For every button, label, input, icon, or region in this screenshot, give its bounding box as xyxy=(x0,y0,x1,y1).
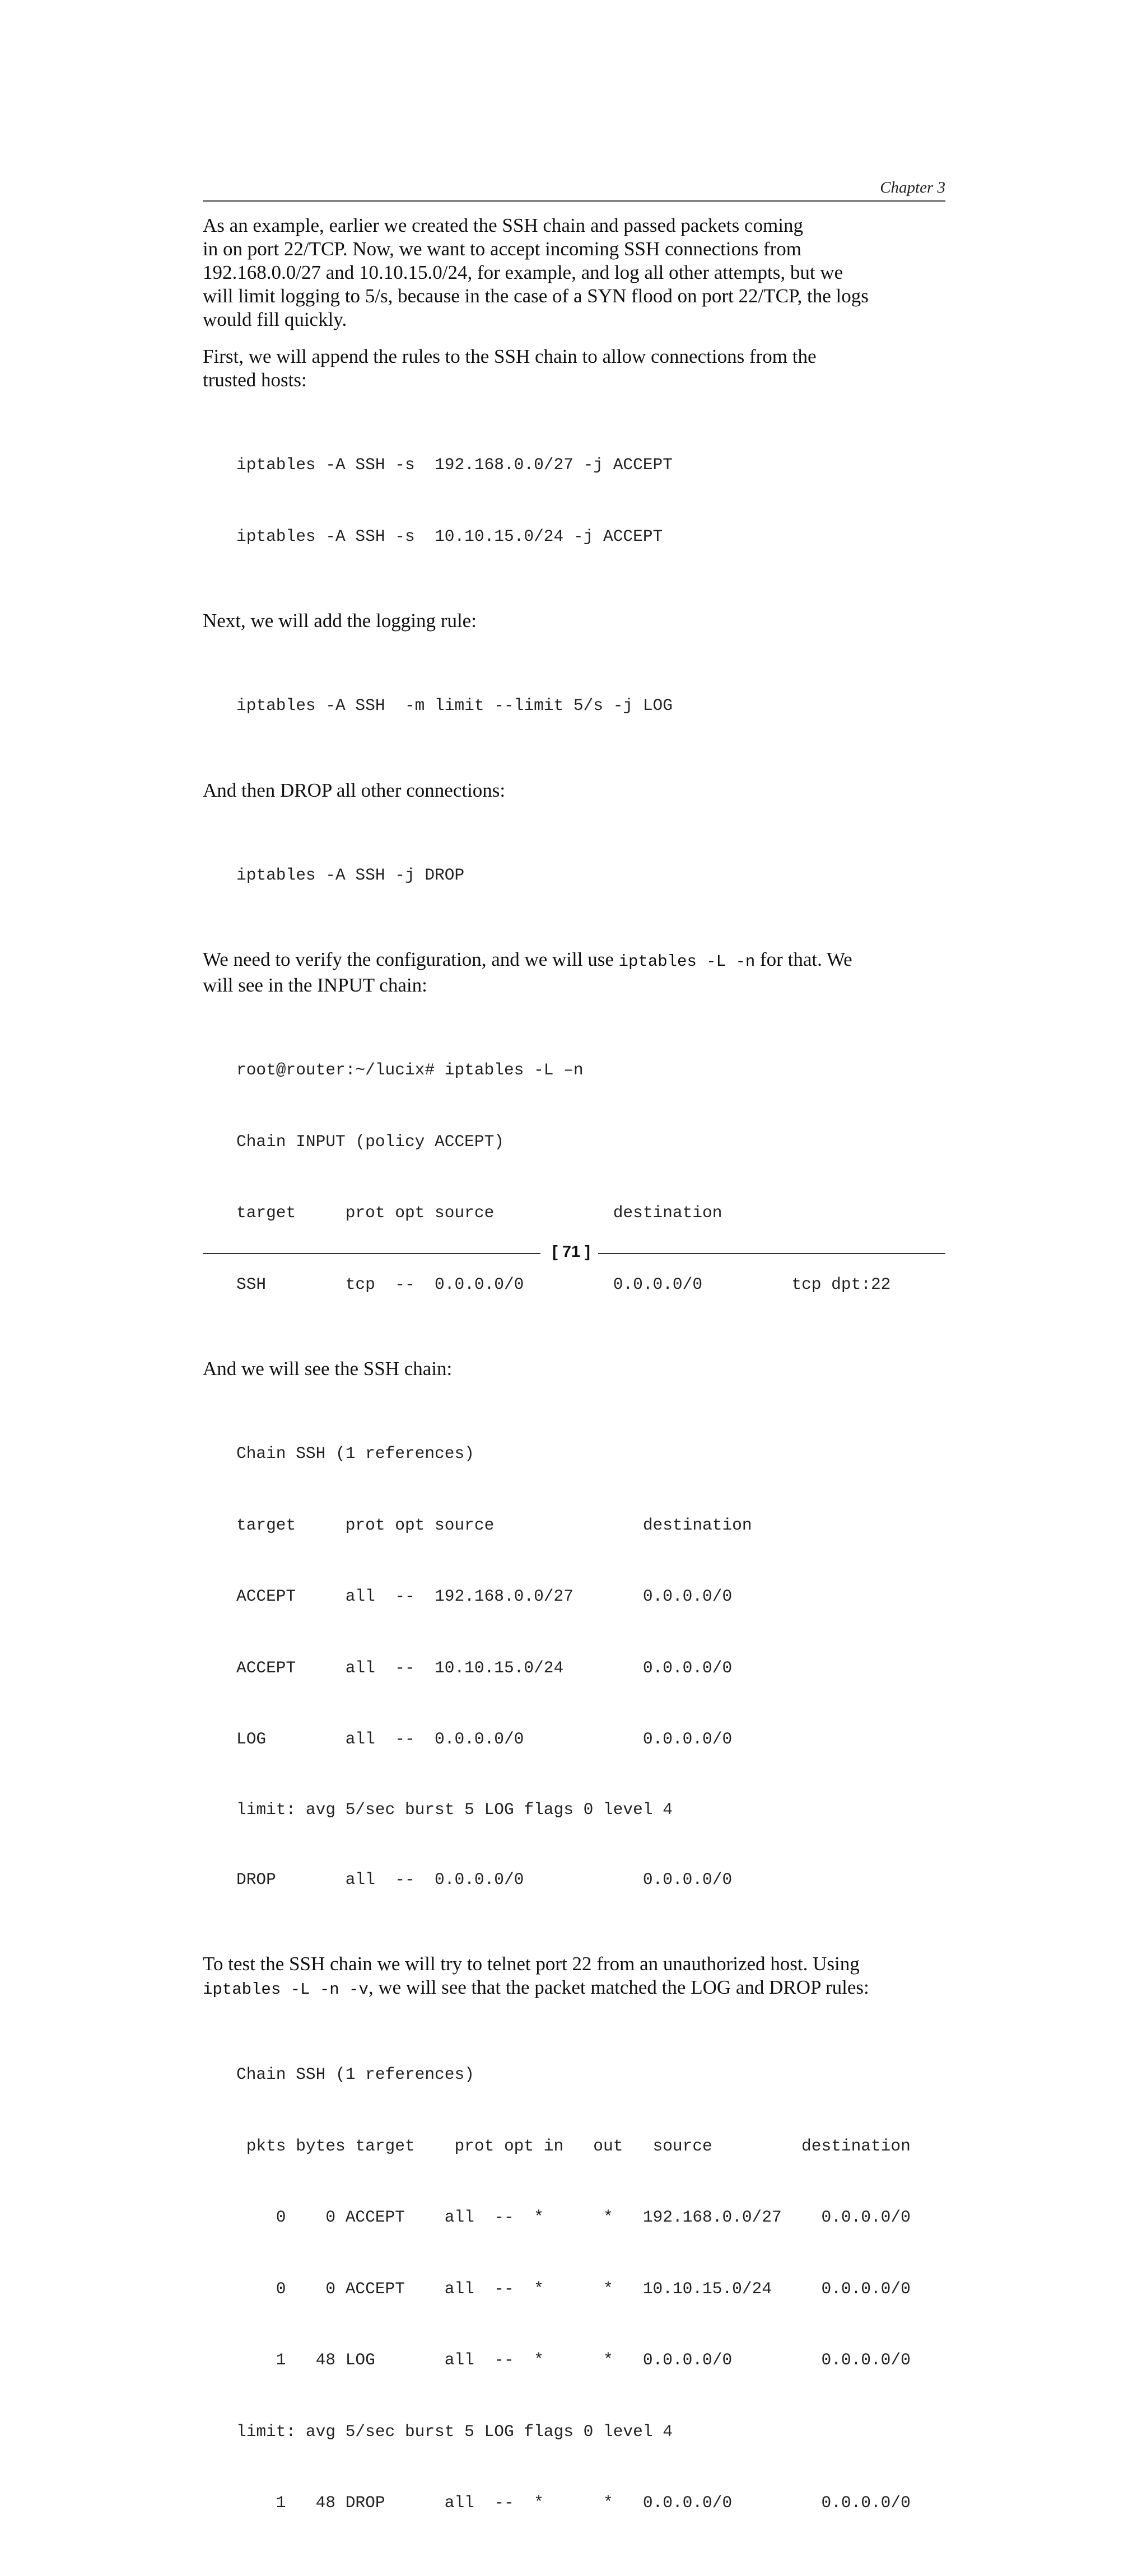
code-line: 0 0 ACCEPT all -- * * 10.10.15.0/24 0.0.0.0/0 xyxy=(236,2279,911,2298)
code-line: root@router:~/lucix# iptables -L –n xyxy=(236,1060,584,1079)
code-block-input-chain xyxy=(236,1011,945,1344)
page-number: [ 71 ] xyxy=(552,1243,590,1261)
code-line: iptables -A SSH -s 10.10.15.0/24 -j ACCEPT xyxy=(236,526,663,546)
paragraph-test xyxy=(203,1952,945,2002)
footer-rule-right xyxy=(598,1253,945,1254)
text-line: To test the SSH chain we will try to telnet port 22 from an unauthorized host. Using xyxy=(203,1953,860,1975)
text-line: As an example, earlier we created the SSH chain and passed packets coming xyxy=(203,214,803,236)
code-line: DROP all -- 0.0.0.0/0 0.0.0.0/0 xyxy=(236,1869,733,1889)
paragraph-intro xyxy=(203,214,945,331)
code-line: Chain SSH (1 references) xyxy=(236,1444,474,1463)
code-line: iptables -A SSH -j DROP xyxy=(236,865,465,885)
text-segment: for that. We xyxy=(755,948,852,970)
code-line: iptables -A SSH -s 192.168.0.0/27 -j ACCEPT xyxy=(236,455,673,474)
chapter-label: Chapter 3 xyxy=(880,179,945,197)
code-line: target prot opt source destination xyxy=(236,1515,752,1535)
text-line: will limit logging to 5/s, because in the case of a SYN flood on port 22/TCP, the logs xyxy=(203,285,869,307)
paragraph-ssh-chain xyxy=(203,1357,945,1381)
paragraph-logging-rule xyxy=(203,609,945,633)
code-line: pkts bytes target prot opt in out source destination xyxy=(236,2136,911,2156)
code-line: iptables -A SSH -m limit --limit 5/s -j LOG xyxy=(236,696,673,715)
text-line: would fill quickly. xyxy=(203,308,347,330)
code-block-accept-rules xyxy=(236,405,945,596)
text-line: will see in the INPUT chain: xyxy=(203,974,427,996)
book-page xyxy=(203,0,945,2512)
code-line: SSH tcp -- 0.0.0.0/0 0.0.0.0/0 tcp dpt:22 xyxy=(236,1274,891,1294)
paragraph-drop xyxy=(203,779,945,802)
code-block-log-rule xyxy=(236,646,945,765)
paragraph-append-rules xyxy=(203,345,945,392)
code-line: 1 48 DROP all -- * * 0.0.0.0/0 0.0.0.0/0 xyxy=(236,2493,911,2512)
inline-code: iptables -L -n -v xyxy=(203,1980,369,1999)
text-line: Next, we will add the logging rule: xyxy=(203,610,477,632)
text-line: And then DROP all other connections: xyxy=(203,779,506,801)
code-block-ssh-chain xyxy=(236,1394,945,1939)
code-line: limit: avg 5/sec burst 5 LOG flags 0 level 4 xyxy=(236,1799,673,1819)
code-line: target prot opt source destination xyxy=(236,1203,722,1222)
code-line: Chain INPUT (policy ACCEPT) xyxy=(236,1132,504,1151)
code-line: limit: avg 5/sec burst 5 LOG flags 0 level 4 xyxy=(236,2421,673,2441)
code-line: Chain SSH (1 references) xyxy=(236,2065,474,2084)
code-block-ssh-chain-verbose xyxy=(236,2015,945,2563)
inline-code: iptables -L -n xyxy=(618,952,756,971)
code-line: ACCEPT all -- 10.10.15.0/24 0.0.0.0/0 xyxy=(236,1658,733,1677)
code-line: ACCEPT all -- 192.168.0.0/27 0.0.0.0/0 xyxy=(236,1587,733,1606)
code-block-drop-rule xyxy=(236,816,945,935)
footer-rule-left xyxy=(203,1253,540,1254)
text-segment: We need to verify the configuration, and we will use xyxy=(203,948,619,970)
page-content xyxy=(203,214,945,2576)
text-line: First, we will append the rules to the SSH chain to allow connections from the xyxy=(203,345,817,367)
code-line: 1 48 LOG all -- * * 0.0.0.0/0 0.0.0.0/0 xyxy=(236,2350,911,2369)
paragraph-verify xyxy=(203,948,945,997)
text-line: 192.168.0.0/27 and 10.10.15.0/24, for example, and log all other attempts, but we xyxy=(203,261,843,283)
running-header xyxy=(203,174,945,202)
page-footer xyxy=(203,1242,945,1264)
text-segment: , we will see that the packet matched the LOG and DROP rules: xyxy=(368,1976,869,1998)
text-line: trusted hosts: xyxy=(203,369,307,391)
text-line: And we will see the SSH chain: xyxy=(203,1358,453,1380)
code-line: 0 0 ACCEPT all -- * * 192.168.0.0/27 0.0.0.0/0 xyxy=(236,2208,911,2227)
text-line: in on port 22/TCP. Now, we want to accept incoming SSH connections from xyxy=(203,238,801,260)
code-line: LOG all -- 0.0.0.0/0 0.0.0.0/0 xyxy=(236,1729,733,1748)
